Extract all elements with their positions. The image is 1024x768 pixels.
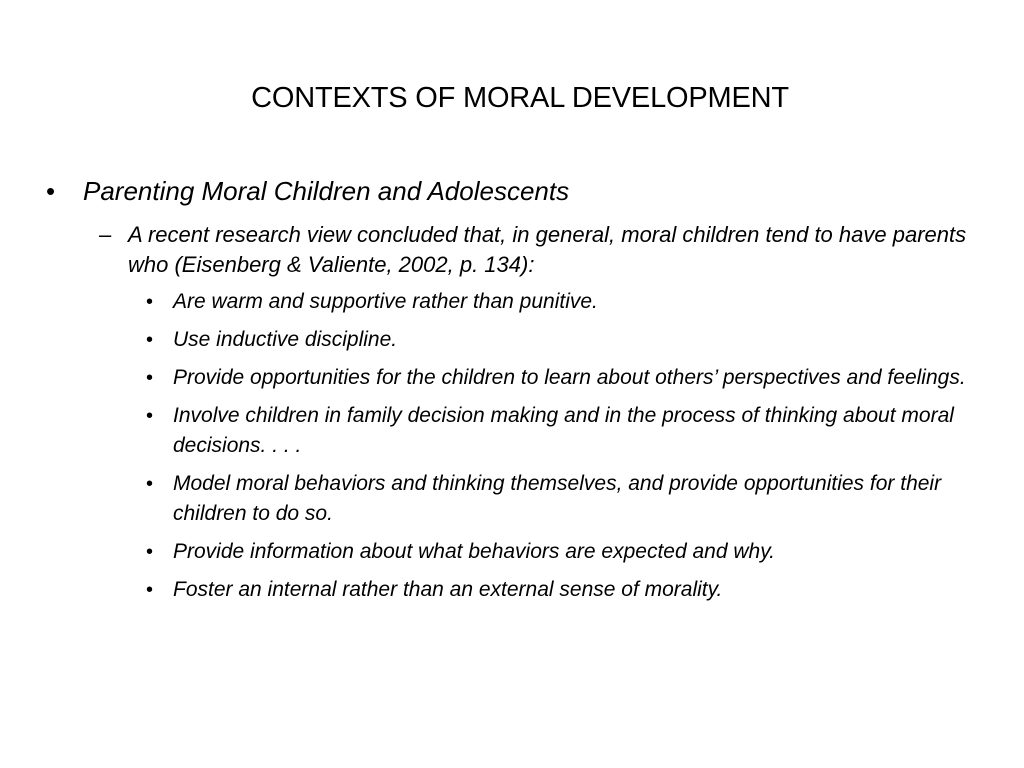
list-item-text: Involve children in family decision making and in the process of thinking about moral decisions. . . . — [173, 404, 954, 457]
dash-icon: – — [99, 222, 112, 247]
list-item-text: Provide information about what behaviors are expected and why. — [173, 540, 775, 563]
bullet-icon: • — [46, 176, 56, 206]
bullet-level1-text: Parenting Moral Children and Adolescents — [83, 176, 570, 206]
bullet-level2-text: A recent research view concluded that, in general, moral children tend to have parents who (Eisenberg & Valiente, 2002, p. 134): — [128, 222, 967, 277]
list-item — [146, 325, 966, 355]
slide-title: CONTEXTS OF MORAL DEVELOPMENT — [251, 82, 789, 114]
list-item-text: Foster an internal rather than an external sense of morality. — [173, 578, 723, 601]
bullet-icon: • — [146, 579, 154, 601]
bullet-icon: • — [146, 473, 154, 495]
list-item — [146, 401, 966, 461]
list-item — [146, 575, 966, 605]
bullet-icon: • — [146, 405, 154, 427]
bullet-level3-list — [146, 287, 966, 613]
list-item — [146, 287, 966, 317]
list-item — [146, 537, 966, 567]
bullet-icon: • — [146, 367, 154, 389]
list-item — [146, 363, 966, 393]
list-item-text: Model moral behaviors and thinking themselves, and provide opportunities for their children to do so. — [173, 472, 942, 525]
bullet-icon: • — [146, 329, 154, 351]
list-item-text: Provide opportunities for the children to learn about others’ perspectives and feelings. — [173, 366, 966, 389]
bullet-icon: • — [146, 291, 154, 313]
list-item — [146, 469, 966, 529]
bullet-icon: • — [146, 541, 154, 563]
list-item-text: Use inductive discipline. — [173, 328, 398, 351]
list-item-text: Are warm and supportive rather than punitive. — [173, 290, 598, 313]
